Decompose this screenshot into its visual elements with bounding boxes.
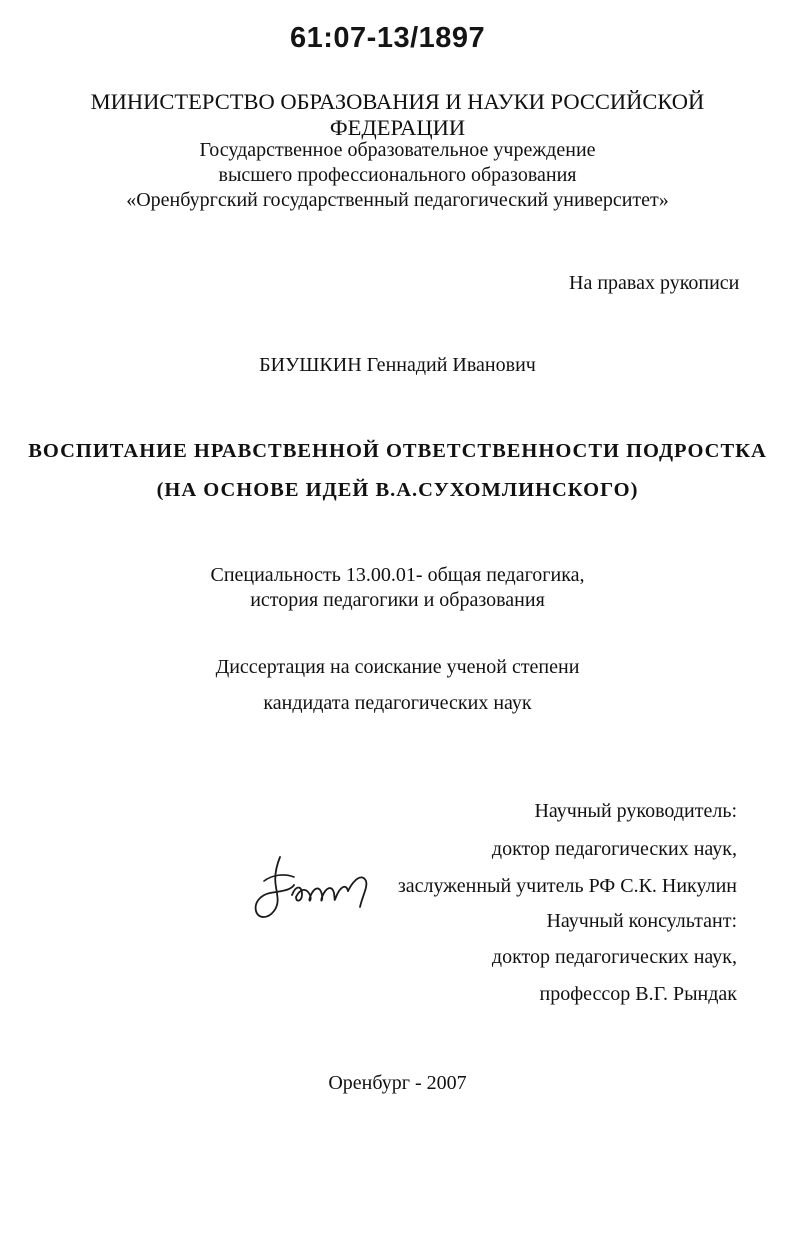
specialty-line-1: Специальность 13.00.01- общая педагогика, (210, 564, 585, 586)
consultant-name: профессор В.Г. Рындак (539, 983, 737, 1005)
ministry-line-1: МИНИСТЕРСТВО ОБРАЗОВАНИЯ И НАУКИ РОССИЙСКОЙ (90, 89, 705, 114)
manuscript-rights-note: На правах рукописи (569, 272, 740, 294)
supervisor-name: заслуженный учитель РФ С.К. Никулин (397, 875, 737, 897)
institution-line-1: Государственное образовательное учреждение (199, 139, 596, 161)
title-line-2: (НА ОСНОВЕ ИДЕЙ В.А.СУХОМЛИНСКОГО) (156, 479, 639, 501)
supervisor-degree: доктор педагогических наук, (491, 838, 737, 860)
consultant-degree: доктор педагогических наук, (491, 946, 737, 968)
dissertation-line-1: Диссертация на соискание ученой степени (215, 656, 580, 678)
author-name: БИУШКИН Геннадий Иванович (259, 354, 536, 376)
institution-line-2: высшего профессионального образования (218, 164, 577, 186)
archive-stamp-number: 61:07-13/1897 (290, 22, 486, 54)
author-signature (250, 845, 385, 930)
ministry-line-2: ФЕДЕРАЦИИ (329, 115, 466, 140)
institution-line-3: «Оренбургский государственный педагогический университет» (126, 189, 669, 211)
supervisor-heading: Научный руководитель: (534, 800, 737, 822)
specialty-line-2: история педагогики и образования (250, 589, 545, 611)
title-line-1: ВОСПИТАНИЕ НРАВСТВЕННОЙ ОТВЕТСТВЕННОСТИ ПОДРОСТКА (28, 440, 767, 462)
place-and-year: Оренбург - 2007 (328, 1072, 467, 1094)
dissertation-line-2: кандидата педагогических наук (263, 692, 532, 714)
consultant-heading: Научный консультант: (546, 910, 737, 932)
